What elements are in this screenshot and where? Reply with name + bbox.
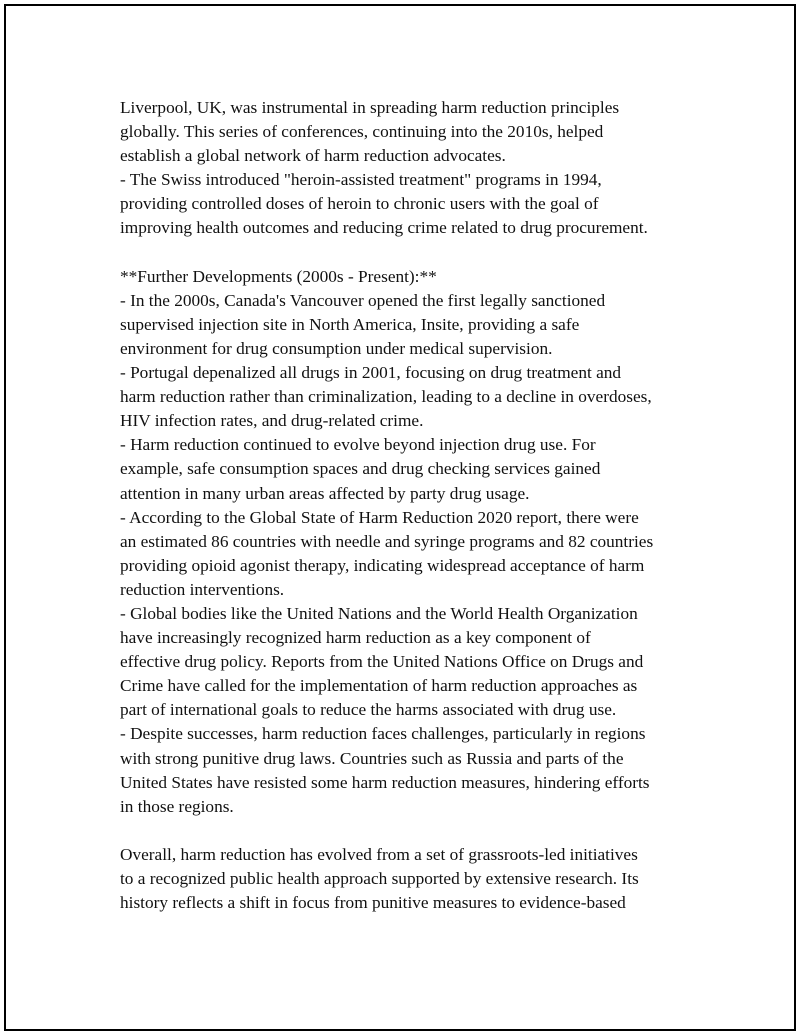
text-line: example, safe consumption spaces and drug checking services gained (120, 459, 601, 479)
text-line: establish a global network of harm reduction advocates. (120, 146, 506, 166)
paragraph-break (120, 819, 700, 843)
text-line: part of international goals to reduce the harms associated with drug use. (120, 700, 617, 720)
text-line: with strong punitive drug laws. Countries such as Russia and parts of the (120, 748, 624, 768)
text-line: - Despite successes, harm reduction faces challenges, particularly in regions (120, 724, 646, 744)
text-line: - Global bodies like the United Nations and the World Health Organization (120, 603, 638, 623)
section-heading: **Further Developments (2000s - Present):** (120, 266, 437, 286)
document-page (4, 4, 796, 1031)
text-line: providing controlled doses of heroin to chronic users with the goal of (120, 194, 599, 214)
text-line: to a recognized public health approach supported by extensive research. Its (120, 869, 639, 888)
paragraph-break (120, 241, 700, 265)
text-line: Liverpool, UK, was instrumental in spreading harm reduction principles (120, 98, 620, 117)
text-line: history reflects a shift in focus from punitive measures to evidence-based (120, 893, 626, 913)
text-line: United States have resisted some harm reduction measures, hindering efforts (120, 772, 650, 792)
text-line: - Harm reduction continued to evolve beyond injection drug use. For (120, 435, 596, 455)
text-line: attention in many urban areas affected by party drug usage. (120, 483, 530, 503)
text-line: - In the 2000s, Canada's Vancouver opened the first legally sanctioned (120, 290, 606, 310)
text-line: improving health outcomes and reducing crime related to drug procurement. (120, 218, 648, 238)
text-line: supervised injection site in North America, Insite, providing a safe (120, 314, 580, 334)
text-line: HIV infection rates, and drug-related crime. (120, 411, 424, 431)
text-line: an estimated 86 countries with needle and syringe programs and 82 countries (120, 531, 654, 551)
text-line: providing opioid agonist therapy, indicating widespread acceptance of harm (120, 555, 645, 575)
text-line: Overall, harm reduction has evolved from a set of grassroots-led initiatives (120, 844, 638, 864)
text-line: Crime have called for the implementation of harm reduction approaches as (120, 676, 638, 696)
text-line: reduction interventions. (120, 579, 285, 599)
text-line: environment for drug consumption under medical supervision. (120, 338, 553, 358)
text-line: - Portugal depenalized all drugs in 2001, focusing on drug treatment and (120, 363, 622, 383)
text-line: have increasingly recognized harm reduction as a key component of (120, 628, 591, 648)
text-line: - According to the Global State of Harm Reduction 2020 report, there were (120, 507, 639, 527)
text-line: harm reduction rather than criminalization, leading to a decline in overdoses, (120, 387, 652, 407)
text-line: effective drug policy. Reports from the United Nations Office on Drugs and (120, 652, 644, 672)
text-line: globally. This series of conferences, continuing into the 2010s, helped (120, 122, 604, 142)
text-line: in those regions. (120, 796, 234, 816)
document-body-text (120, 96, 700, 915)
text-line: - The Swiss introduced "heroin-assisted treatment" programs in 1994, (120, 170, 602, 190)
